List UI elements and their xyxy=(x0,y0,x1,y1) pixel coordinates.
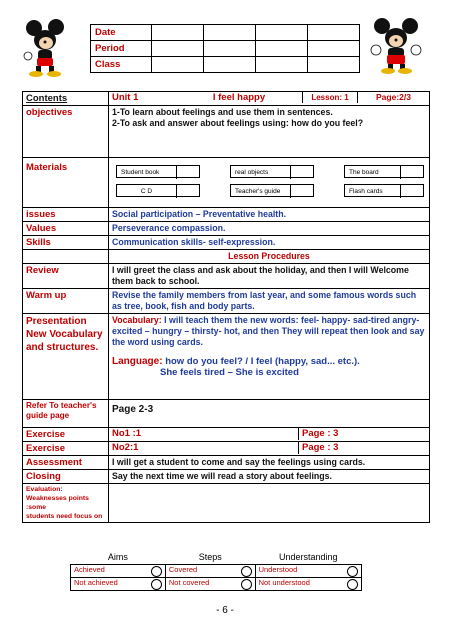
date-cell-4[interactable] xyxy=(308,25,360,41)
understood-radio-icon[interactable] xyxy=(347,566,358,577)
lesson-number: Lesson: 1 xyxy=(302,92,357,103)
period-cell-3[interactable] xyxy=(256,41,308,57)
exercise-1-row xyxy=(109,428,430,442)
values-label: Values xyxy=(23,222,109,236)
not-understood-option[interactable]: Not understood xyxy=(255,578,361,591)
mickey-mouse-illustration-right xyxy=(370,16,422,76)
review-label: Review xyxy=(23,264,109,289)
closing-text: Say the next time we will read a story about feelings. xyxy=(109,470,430,484)
not-understood-radio-icon[interactable] xyxy=(347,579,358,590)
refer-label-line1: Refer To teacher's xyxy=(26,401,97,410)
refer-page-text: Page 2-3 xyxy=(109,400,430,428)
date-label: Date xyxy=(91,25,152,41)
aims-steps-understanding-table xyxy=(70,550,362,591)
material-flash-cards: Flash cards xyxy=(344,184,424,197)
closing-label: Closing xyxy=(23,470,109,484)
steps-header: Steps xyxy=(198,552,222,562)
page-number: - 6 - xyxy=(216,605,234,616)
material-cd: C D xyxy=(116,184,200,197)
review-text: I will greet the class and ask about the holiday, and then I will Welcome them back to school. xyxy=(109,264,430,289)
not-covered-option[interactable]: Not covered xyxy=(165,578,255,591)
warm-up-text: Revise the family members from last year, and some famous words such as tree, book, fish and body parts. xyxy=(109,289,430,314)
objective-line-1: 1-To learn about feelings and use them in sentences. xyxy=(112,107,333,117)
language-label: Language: xyxy=(112,356,163,367)
unit-label: Unit 1 xyxy=(112,92,139,103)
understood-option[interactable]: Understood xyxy=(255,565,361,578)
period-cell-4[interactable] xyxy=(308,41,360,57)
evaluation-label-line1: Evaluation: xyxy=(26,486,63,493)
vocabulary-text: I will teach them the new words: feel- happy- sad-tired angry- excited – hungry – thirsty- hot, and then They will repeat then look and say the word using cards. xyxy=(112,315,425,347)
materials-cell xyxy=(109,158,430,208)
presentation-label-line1: Presentation xyxy=(26,316,87,327)
objectives-label: objectives xyxy=(23,106,109,158)
class-cell-4[interactable] xyxy=(308,57,360,73)
issues-label: issues xyxy=(23,208,109,222)
class-cell-3[interactable] xyxy=(256,57,308,73)
exercise-1-label: Exercise xyxy=(23,428,109,442)
not-achieved-radio-icon[interactable] xyxy=(151,579,162,590)
language-text: how do you feel? / I feel (happy, sad... etc.). xyxy=(162,356,360,367)
procedures-spacer xyxy=(23,250,109,264)
material-teachers-guide: Teacher's guide xyxy=(230,184,314,197)
assessment-label: Assessment xyxy=(23,456,109,470)
objective-line-2: 2-To ask and answer about feelings using: how do you feel? xyxy=(112,118,364,128)
skills-label: Skills xyxy=(23,236,109,250)
material-student-book: Student book xyxy=(116,165,200,178)
date-period-class-table xyxy=(90,24,360,73)
exercise-1-page: Page : 3 xyxy=(298,428,429,440)
materials-label: Materials xyxy=(23,158,109,208)
presentation-label-line3: and structures. xyxy=(26,342,99,353)
exercise-2-row xyxy=(109,442,430,456)
date-cell-1[interactable] xyxy=(152,25,204,41)
evaluation-label-line2: Weaknesses points :some xyxy=(26,495,89,511)
not-achieved-option[interactable]: Not achieved xyxy=(71,578,166,591)
assessment-text: I will get a student to come and say the feelings using cards. xyxy=(109,456,430,470)
vocabulary-label: Vocabulary: xyxy=(112,315,162,325)
lesson-plan-table xyxy=(22,91,430,523)
class-cell-1[interactable] xyxy=(152,57,204,73)
contents-label: Contents xyxy=(23,92,109,106)
objectives-text xyxy=(109,106,430,158)
aims-header: Aims xyxy=(107,552,128,562)
refer-label-line2: guide page xyxy=(26,411,70,420)
covered-option[interactable]: Covered xyxy=(165,565,255,578)
page-number-label: Page:2/3 xyxy=(357,92,429,103)
date-cell-2[interactable] xyxy=(204,25,256,41)
period-cell-1[interactable] xyxy=(152,41,204,57)
exercise-1-number: No1 :1 xyxy=(112,428,142,439)
exercise-2-label: Exercise xyxy=(23,442,109,456)
period-cell-2[interactable] xyxy=(204,41,256,57)
achieved-option[interactable]: Achieved xyxy=(71,565,166,578)
understanding-header: Understanding xyxy=(279,552,338,562)
not-covered-radio-icon[interactable] xyxy=(241,579,252,590)
warm-up-label: Warm up xyxy=(23,289,109,314)
presentation-text xyxy=(109,314,430,400)
evaluation-label-line3: students need focus on xyxy=(26,513,103,520)
class-label: Class xyxy=(91,57,152,73)
issues-text: Social participation – Preventative health. xyxy=(109,208,430,222)
language-line-2: She feels tired – She is excited xyxy=(160,367,299,378)
evaluation-label xyxy=(23,484,109,523)
presentation-label-line2: New Vocabulary xyxy=(26,329,103,340)
material-real-objects: real objects xyxy=(230,165,314,178)
covered-radio-icon[interactable] xyxy=(241,566,252,577)
lesson-procedures-title: Lesson Procedures xyxy=(109,250,430,264)
evaluation-notes-cell[interactable] xyxy=(109,484,430,523)
date-cell-3[interactable] xyxy=(256,25,308,41)
mickey-mouse-illustration-left xyxy=(20,18,72,78)
lesson-title: I feel happy xyxy=(212,92,266,103)
presentation-label xyxy=(23,314,109,400)
material-the-board: The board xyxy=(344,165,424,178)
refer-label xyxy=(23,400,109,428)
exercise-2-page: Page : 3 xyxy=(298,442,429,454)
class-cell-2[interactable] xyxy=(204,57,256,73)
period-label: Period xyxy=(91,41,152,57)
values-text: Perseverance compassion. xyxy=(109,222,430,236)
unit-row xyxy=(109,92,430,106)
exercise-2-number: No2:1 xyxy=(112,442,139,453)
achieved-radio-icon[interactable] xyxy=(151,566,162,577)
skills-text: Communication skills- self-expression. xyxy=(109,236,430,250)
